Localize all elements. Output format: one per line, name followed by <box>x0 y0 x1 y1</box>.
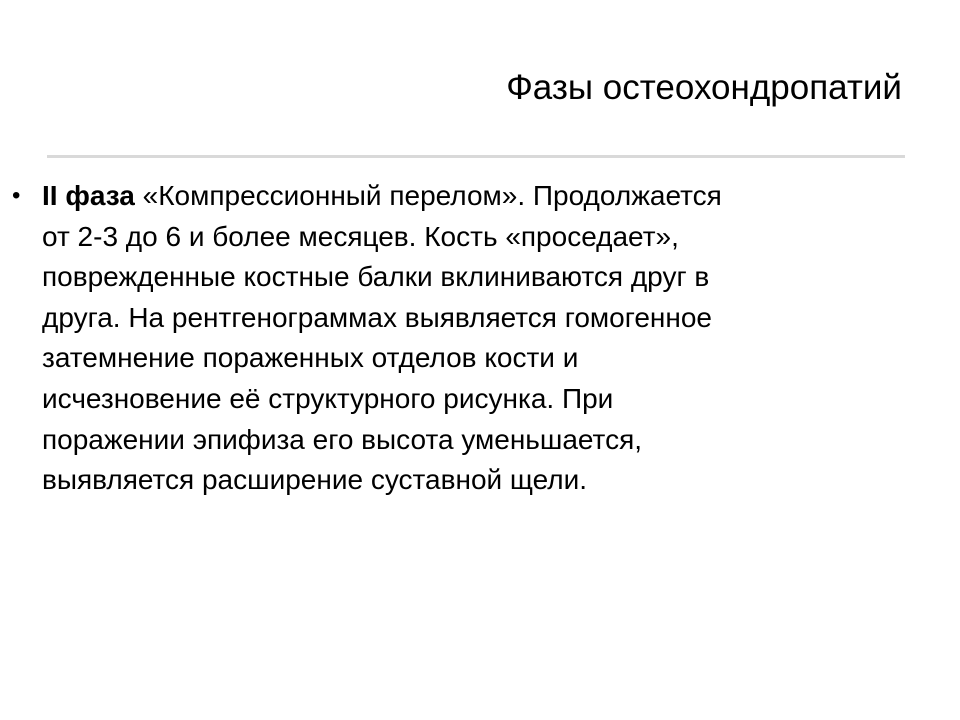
title-divider <box>47 155 905 158</box>
bullet-text <box>42 176 947 501</box>
bullet-line-2: от 2-3 до 6 и более месяцев. Кость «проседает», <box>42 220 679 252</box>
phase-label: II фаза <box>42 180 135 211</box>
bullet-line-7: поражении эпифиза его высота уменьшается, <box>42 423 643 455</box>
bullet-line-1-text: «Компрессионный перелом». Продолжается <box>134 180 722 211</box>
bullet-line-4: друга. На рентгенограммах выявляется гомогенное <box>42 301 712 333</box>
bullet-icon: • <box>12 182 21 209</box>
bullet-line-6: исчезновение её структурного рисунка. При <box>42 382 614 414</box>
slide-title: Фазы остеохондропатий <box>506 68 902 107</box>
bullet-line-1 <box>42 176 947 217</box>
bullet-line-3: поврежденные костные балки вклиниваются друг в <box>42 261 710 293</box>
bullet-line-8: выявляется расширение суставной щели. <box>42 464 588 496</box>
bullet-line-5: затемнение пораженных отделов кости и <box>42 342 579 374</box>
